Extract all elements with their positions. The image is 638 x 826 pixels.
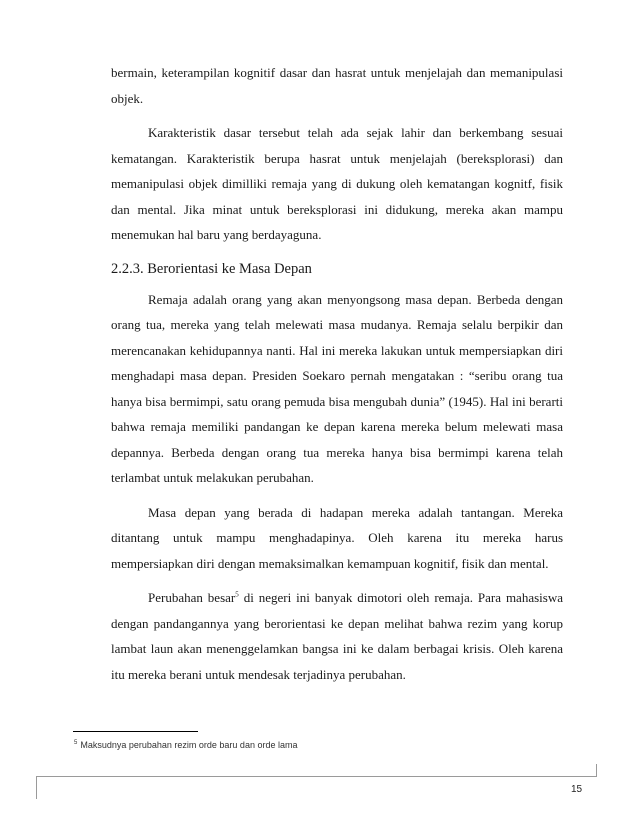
paragraph-5 <box>111 585 563 687</box>
footer-border-corner <box>553 764 597 776</box>
paragraph-2: Karakteristik dasar tersebut telah ada sejak lahir dan berkembang sesuai kematangan. Karakteristik berupa hasrat untuk menjelajah (bereksplorasi) dan memanipulasi objek dimilliki remaja yang di dukung oleh kematangan kognitf, fisik dan mental. Jika minat untuk bereksplorasi ini didukung, mereka akan mampu menemukan hal baru yang berdayaguna. <box>111 125 563 242</box>
footnote-reference[interactable]: 5 <box>235 590 239 599</box>
footer-border <box>36 776 597 799</box>
paragraph-5-rest: di negeri ini banyak dimotori oleh remaja. Para mahasiswa dengan pandangannya yang berorientasi ke depan melihat bahwa rezim yang korup lambat laun akan menenggelamkan bangsa ini ke dalam berbagai krisis. Oleh karena itu mereka berani untuk mendesak terjadinya perubahan. <box>111 590 563 682</box>
paragraph-4: Masa depan yang berada di hadapan mereka adalah tantangan. Mereka ditantang untuk mampu menghadapinya. Oleh karena itu mereka harus mempersiapkan diri dengan memaksimalkan kemampuan kognitif, fisik dan mental. <box>111 504 563 571</box>
page-number: 15 <box>571 784 583 795</box>
footnote-marker: 5 <box>74 740 78 746</box>
body-text <box>111 60 563 696</box>
paragraph-3: Remaja adalah orang yang akan menyongsong masa depan. Berbeda dengan orang tua, mereka yang telah melewati masa mudanya. Remaja selalu berpikir dan merencanakan kehidupannya nanti. Hal ini mereka lakukan untuk mempersiapkan diri menghadapi masa depan. Presiden Soekaro pernah mengatakan : “seribu orang tua hanya bisa bermimpi, satu orang pemuda bisa mengubah dunia” (1945). Hal ini berarti bahwa remaja memiliki pandangan ke depan karena mereka belum melewati masa depannya. Berbeda dengan orang tua mereka hanya bisa bermimpi karena telah terlambat untuk melakukan perubahan. <box>111 291 563 485</box>
paragraph-5-start: Perubahan besar <box>148 590 236 605</box>
paragraph-1: bermain, keterampilan kognitif dasar dan hasrat untuk menjelajah dan memanipulasi objek. <box>111 65 563 106</box>
footnote <box>74 740 297 750</box>
footnote-text: Maksudnya perubahan rezim orde baru dan orde lama <box>80 740 298 750</box>
section-heading: 2.2.3. Berorientasi ke Masa Depan <box>111 260 312 277</box>
footnote-separator <box>73 731 198 732</box>
